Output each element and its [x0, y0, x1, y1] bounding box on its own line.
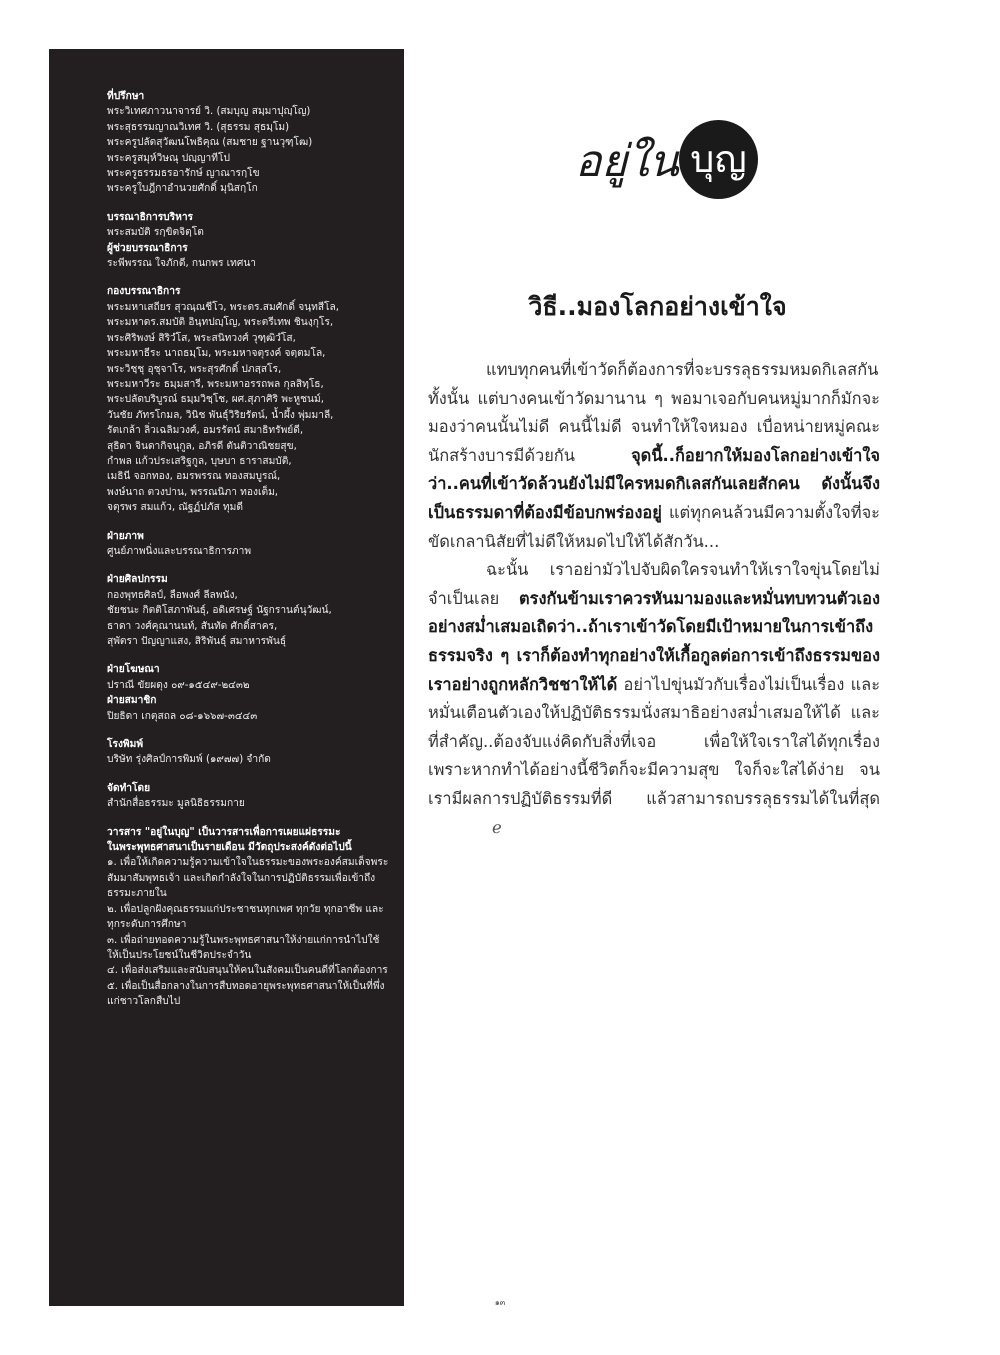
purpose-section: [107, 825, 390, 1010]
purpose-item: ๔. เพื่อส่งเสริมและสนับสนุนให้คนในสังคมเป็นคนดีที่โลกต้องการ: [107, 965, 388, 977]
purpose-heading: ในพระพุทธศาสนาเป็นรายเดือน มีวัตถุประสงค์ดังต่อไปนี้: [107, 842, 352, 854]
editors-section: [107, 210, 390, 272]
editorial-heading: กองบรรณาธิการ: [107, 286, 181, 298]
editorial-line: พระมหาดร.สมบัติ อินฺทปญฺโญ, พระตรีเทพ ชินงฺกุโร,: [107, 317, 334, 329]
page-number: ๑๓: [494, 1298, 506, 1307]
advisor-line: พระครูใบฎีกาอำนวยศักดิ์ มุนิสกฺโก: [107, 183, 258, 195]
producer-section: [107, 781, 390, 812]
paragraph-text: ฉะนั้น เราอย่ามัวไปจับผิดใครจนทำให้เราใจขุ่นโดยไม่จำเป็นเลย: [428, 560, 880, 608]
purpose-heading: วารสาร "อยู่ในบุญ" เป็นวารสารเพื่อการเผยแผ่ธรรมะ: [107, 826, 341, 838]
editorial-line: กำพล แก้วประเสริฐกูล, บุษบา ธาราสมบัติ,: [107, 455, 292, 467]
paragraph-text: แต่ทุกคนล้วนมีความตั้งใจที่จะขัดเกลานิสัยที่ไม่ดีให้หมดไปให้ได้สักวัน...: [428, 502, 880, 551]
advertising-heading: ฝ่ายโฆษณา: [107, 664, 160, 676]
admin-editor-name: พระสมบัติ รกฺขิตจิตฺโต: [107, 227, 204, 239]
advisors-heading: ที่ปรึกษา: [107, 91, 145, 102]
contact-section: [107, 662, 390, 724]
advisor-line: พระครูสมุห์วิษณุ ปญฺญาทีโป: [107, 152, 230, 164]
producer-heading: จัดทำโดย: [107, 782, 151, 794]
editorial-line: พระมหาธีระ นาถธมฺโม, พระมหาจตุรงค์ จตฺตมโล,: [107, 348, 326, 360]
purpose-item: ๓. เพื่อถ่ายทอดความรู้ในพระพุทธศาสนาให้ง่ายแก่การนำไปใช้ให้เป็นประโยชน์ในชีวิตประจำวัน: [107, 934, 380, 961]
art-line: ชัยชนะ กิตติโสภาพันธุ์, อดิเศรษฐ์ นัฐกรานต์นุวัฒน์,: [107, 605, 332, 617]
editorial-line: พระมหาวีระ ธมฺมสารี, พระมหาอรรถพล กุลสิทฺโธ,: [107, 378, 324, 390]
paragraph-emphasis: ตรงกันข้ามเราควรหันมามองและหมั่นทบทวนตัวเองอย่างสม่ำเสมอเถิดว่า..ถ้าเราเข้าวัดโดยมีเป้าหมายในการเข้าถึงธรรมจริง ๆ เราก็ต้องทำทุกอย่างให้เกื้อกูลต่อการเข้าถึงธรรมของเราอย่างถูกหลักวิชชาให้ได้: [428, 588, 880, 694]
art-section: [107, 572, 390, 649]
paragraph-emphasis: จุดนี้..ก็อยากให้มองโลกอย่างเข้าใจว่า..คนที่เข้าวัดล้วนยังไม่มีใครหมดกิเลสกันเลยสักคน ดังนั้นจึงเป็นธรรมดาที่ต้องมีข้อบกพร่องอยู่: [428, 445, 880, 522]
article-paragraph: [428, 556, 880, 842]
paragraph-text: แทบทุกคนที่เข้าวัดก็ต้องการที่จะบรรลุธรรมหมดกิเลสกันทั้งนั้น แต่บางคนเข้าวัดมานาน ๆ พอมาเจอกับคนหมู่มากก็มักจะมองว่าคนนั้นไม่ดี คนนี้ไม่ดี จนทำให้ใจหมอง เบื่อหน่ายหมู่คณะนักสร้างบารมีด้วยกัน: [428, 360, 880, 465]
purpose-item: ๑. เพื่อให้เกิดความรู้ความเข้าใจในธรรมะของพระองค์สมเด็จพระสัมมาสัมพุทธเจ้า และเกิดกำลังใจในการปฏิบัติธรรมเพื่อเข้าถึงธรรมะภายใน: [107, 857, 389, 900]
article-paragraph: [428, 356, 880, 556]
editorial-section: [107, 284, 390, 515]
producer-line: สำนักสื่อธรรมะ มูลนิธิธรรมกาย: [107, 798, 245, 810]
photo-line: ศูนย์ภาพนิ่งและบรรณาธิการภาพ: [107, 545, 252, 557]
editorial-line: พระวิชฺชุ อุชุจาโร, พระสุรศักดิ์ ปภสฺสโร,: [107, 363, 282, 375]
editorial-line: สุธิดา จินดากิจนุกูล, อภิรดี ตันติวาณิชยสุข,: [107, 440, 297, 452]
advertising-contact: ปราณี ขัยผดุง ๐๙-๑๕๔๙-๒๔๓๒: [107, 679, 250, 691]
purpose-item: ๕. เพื่อเป็นสื่อกลางในการสืบทอดอายุพระพุทธศาสนาให้เป็นที่พึ่งแก่ชาวโลกสืบไป: [107, 980, 385, 1008]
editorial-line: จตุรพร สมแก้ว, ณัฐฏ์ปภัส ทุมดี: [107, 502, 243, 514]
photo-section: [107, 529, 390, 560]
membership-heading: ฝ่ายสมาชิก: [107, 695, 157, 707]
assistant-editor-heading: ผู้ช่วยบรรณาธิการ: [107, 242, 188, 254]
printing-line: บริษัท รุ่งศิลป์การพิมพ์ (๑๙๗๗) จำกัด: [107, 754, 271, 766]
article-body: [428, 356, 880, 842]
logo-script-text: อยู่ใน: [575, 136, 679, 187]
photo-heading: ฝ่ายภาพ: [107, 530, 144, 542]
column-logo: [575, 120, 785, 200]
editorial-line: พงษ์นาถ ตวงปาน, พรรณนิภา ทองเต็ม,: [107, 486, 279, 498]
printing-section: [107, 737, 390, 768]
editorial-line: วันชัย ภัทรโกมล, วินิช พันธุ์วิริยรัตน์, น้ำผึ้ง พุ่มมาลี,: [107, 409, 334, 421]
logo-circle-badge: บุญ: [679, 120, 758, 199]
advisors-section: [107, 89, 390, 197]
leaf-end-icon: ℯ: [492, 817, 502, 837]
art-line: กองพุทธศิลป์, ลือพงศ์ ลีลพนัง,: [107, 589, 238, 601]
article-title: วิธี..มองโลกอย่างเข้าใจ: [528, 292, 787, 321]
art-heading: ฝ่ายศิลปกรรม: [107, 574, 168, 586]
advisor-line: พระวิเทศภาวนาจารย์ วิ. (สมบุญ สมฺมาปุญฺโญ): [107, 106, 311, 118]
editorial-line: พระปลัดบริบูรณ์ ธมฺมวิชฺโช, ผศ.สุภาศิริ พะหูชนม์,: [107, 394, 324, 406]
art-line: ธาดา วงศ์คุณานนท์, สันทัด ศักดิ์สาคร,: [107, 620, 278, 632]
editorial-line: เมธินี จอกทอง, อมรพรรณ ทองสมบูรณ์,: [107, 471, 281, 483]
editorial-line: พระมหาเสถียร สุวณฺณชีโว, พระดร.สมศักดิ์ จนฺทสีโล,: [107, 301, 340, 313]
printing-heading: โรงพิมพ์: [107, 739, 144, 751]
admin-editor-heading: บรรณาธิการบริหาร: [107, 211, 194, 223]
advisor-line: พระครูธรรมธรอารักษ์ ญาณารกฺโข: [107, 168, 260, 180]
masthead-panel: [49, 49, 404, 1306]
advisor-line: พระสุธรรมญาณวิเทศ วิ. (สุธรรม สุธมฺโม): [107, 121, 290, 133]
editorial-line: พระศิริพงษ์ สิริวํโส, พระสนิทวงศ์ วุฑฺฒิวํโส,: [107, 332, 296, 344]
paragraph-text: อย่าไปขุ่นมัวกับเรื่องไม่เป็นเรื่อง และหมั่นเตือนตัวเองให้ปฏิบัติธรรมนั่งสมาธิอย่างสม่ำเสมอให้ได้ และที่สำคัญ..ต้องจับแง่คิดกับสิ่งที่เจอ เพื่อให้ใจเราใสได้ทุกเรื่อง เพราะหากทำได้อย่างนี้ชีวิตก็จะมีความสุข ใจก็จะใสได้ง่าย จนเรามีผลการปฏิบัติธรรมที่ดี แล้วสามารถบรรลุธรรมได้ในที่สุด: [428, 674, 880, 808]
art-line: สุพัตรา ปัญญาแสง, สิริพันธุ์ สมาหารพันธุ์: [107, 636, 287, 647]
purpose-item: ๒. เพื่อปลูกฝังคุณธรรมแก่ประชาชนทุกเพศ ทุกวัย ทุกอาชีพ และทุกระดับการศึกษา: [107, 903, 384, 931]
advisor-line: พระครูปลัดสุวัฒนโพธิคุณ (สมชาย ฐานวุฑฺโฒ): [107, 137, 313, 149]
editorial-line: รัตเกล้า ลิ่วเฉลิมวงศ์, อมรรัตน์ สมาธิทรัพย์ดี,: [107, 425, 304, 437]
assistant-editor-names: ระพีพรรณ ใจภักดี, กนกพร เทศนา: [107, 258, 257, 270]
membership-contact: ปิยธิดา เกตุสถล ๐๘-๑๖๖๗-๓๔๔๓: [107, 710, 258, 722]
